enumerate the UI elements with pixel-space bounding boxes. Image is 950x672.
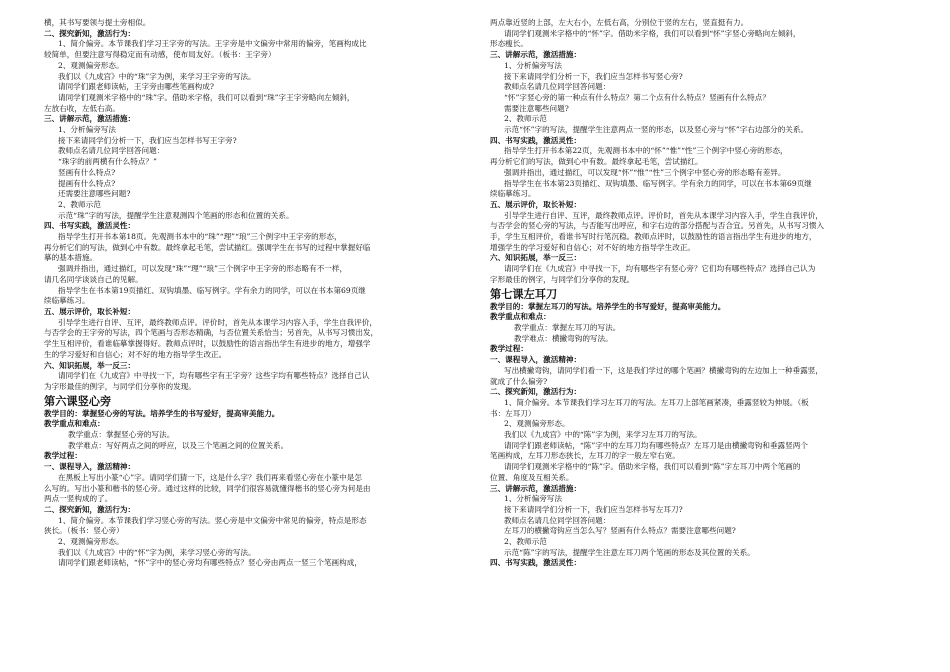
body-line: 手，学生互相评价，看谁书写时行笔沉稳。教师点评时，以鼓励性的语言指出学生有进步的地方， [490,232,817,242]
section-heading: 教学过程： [490,344,528,354]
body-line: 狭长。（板书：竖心旁） [44,526,124,536]
body-line: 还需要注意哪些问题? [58,189,131,199]
section-heading: 四、书写实践，激活灵性： [490,558,582,568]
body-line: 横，其书写要领与提土旁相似。 [44,18,151,27]
body-line: 1、分析偏旁写法 [58,125,116,135]
body-line: 2、教师示范 [504,537,547,547]
section-heading: 二、探究新知，激活行为： [490,387,582,397]
body-line: 请同学们观测米字格中的“珠”字。借助米字格，我们可以看到“珠”字王字旁略向左倾斜， [58,92,355,102]
body-line: 指导学生打开书本第18页。先观测书本中的“珠”“理”“琅”三个例字中王字旁的形态， [58,232,342,242]
body-line: 1、分析偏旁写法 [504,60,562,70]
section-heading: 五、展示评价，取长补短： [490,199,582,209]
body-line: 教学重点：掌握左耳刀的写法。 [514,322,621,332]
body-line: 引导学生进行自评、互评，最终教师点评。评价时，首先从本课学习内容入手，学生自我评价， [504,210,823,220]
lesson-title: 第七课左耳刀 [490,286,558,301]
body-line: 2、教师示范 [58,199,101,209]
section-heading: 教学重点和难点： [44,419,105,429]
body-line: 教师点名请几位同学回答问题： [504,82,611,92]
left-column [44,18,464,569]
body-line: 再分析它们的写法，做到心中有数。最终拿起毛笔，尝试描红。强调学生在书写的过程中掌握好临 [44,242,371,252]
body-line: 指导学生在书本第19页描红、双钩填墨、临写例字。学有余力的同学，可以在书本第69页继 [58,285,366,295]
body-line: 示范“陈”字的写法，提醒学生注意左耳刀两个笔画的形态及其位置的关系。 [504,547,755,557]
body-line: 与否学会的竖心旁的写法，与否能写出呼应，和字右边的部分搭配与否合宜。另首先，从书写习惯入 [490,221,825,231]
section-heading: 六、知识拓展，举一反三： [44,360,136,370]
body-line: 我们以《九成宫》中的“怀”字为例，来学习竖心旁的写法。 [58,547,256,557]
body-line: 续临摹练习。 [490,189,536,199]
body-line: 位置、角度及互相关系。 [490,472,574,482]
body-line: 示范“怀”字的写法，提醒学生注意两点一竖的形态，以及竖心旁与“怀”字右边部分的关系。 [504,125,809,135]
body-line: 续临摹练习。 [44,296,90,306]
body-line: 么写的。写出小篆和楷书的竖心旁。通过这样的比较，同学们很容易就懂得楷书的竖心旁为何是由 [44,483,371,493]
body-line: 我们以《九成宫》中的“陈”字为例，来学习左耳刀的写法。 [504,430,702,440]
body-line: 请同学们在《九成宫》中寻找一下，均有哪些字有竖心旁？它们均有哪些特点？选择自己认为 [504,264,816,274]
body-line: 需要注意哪些问题? [504,103,569,113]
body-line: 强调并指出，通过描红，可以发现“珠”“理”“琅”三个例字中王字旁的形态略有不一样， [58,264,348,274]
body-line: 再分析它们的写法，做到心中有数。最终拿起毛笔，尝试描红。 [490,157,703,167]
section-heading: 教学重点和难点： [490,312,551,322]
body-line: 我们以《九成宫》中的“珠”字为例，来学习王字旁的写法。 [58,71,256,81]
body-line: 1、简介偏旁。本节课我们学习王字旁的写法。王字旁是中文偏旁中常用的偏旁，笔画构成比 [58,39,367,49]
body-line: 竖画有什么特点? [58,167,116,177]
body-line: 教师点名请几位同学回答问题： [58,146,165,156]
section-heading: 教学目的：掌握竖心旁的写法。培养学生的书写爱好，提高审美能力。 [44,408,280,418]
body-line: 1、分析偏旁写法 [504,494,562,504]
body-line: 为字形最佳的例字，与同学们分享你的发现。 [44,381,196,391]
body-line: 增强学生的学习爱好和自信心；对不好的地方指导学生改正。 [490,242,696,252]
body-line: 2、观测偏旁形态。 [58,537,124,547]
body-line: 两点一竖构成的了。 [44,494,113,504]
body-line: 摹的基本措施。 [44,253,98,263]
section-heading: 三、讲解示范，激活措施： [44,114,136,124]
body-line: “怀”字竖心旁的第一种点有什么特点？第二个点有什么特点？竖画有什么特点？ [504,92,770,102]
section-heading: 一、课程导入，激活精神： [490,355,582,365]
body-line: 1、简介偏旁。本节课我们学习左耳刀的写法。左耳刀上部笔画紧凑，垂露竖较为伸展。（板 [504,397,809,407]
body-line: 学生互相评价，看谁临摹掌握得好。教师点评时，以鼓励性的语言指出学生有进步的地方，增强学 [44,339,371,349]
body-line: 在黑板上写出小篆“心”字。请同学们猜一下，这是什么字？我们再来看竖心旁在小篆中是怎 [58,472,362,482]
body-line: 左放右收，左低右高。 [44,103,120,113]
body-line: 形态瘦长。 [490,39,528,49]
body-line: 教学重点：掌握竖心旁的写法。 [68,430,175,440]
body-line: 引导学生进行自评、互评，最终教师点评。评价时，首先从本课学习内容入手，学生自我评价， [58,317,377,327]
body-line: 生的学习爱好和自信心；对不好的地方指导学生改正。 [44,349,227,359]
body-line: 提画有什么特点? [58,178,116,188]
body-line: 请同学们跟老师读帖，“陈”字中的左耳刀均有哪些特点？左耳刀是由横撇弯钩和垂露竖两个 [504,440,808,450]
body-line: 示范“珠”字的写法，提醒学生注意观测四个笔画的形态和位置的关系。 [58,210,294,220]
body-line: 教学难点：横撇弯钩的写法。 [514,333,613,343]
body-line: 教师点名请几位同学回答问题： [504,515,611,525]
body-line: 请同学们观测米字格中的“怀”字。借助米字格，我们可以看到“怀”字竖心旁略向左倾斜， [504,28,801,38]
section-heading: 四、书写实践，激活灵性： [44,221,136,231]
section-heading: 五、展示评价，取长补短： [44,306,136,316]
body-line: 较简单，但要注意写得稳定而有动感，使布局友好。（板书：王字旁） [44,50,276,60]
section-heading: 六、知识拓展，举一反三： [490,253,582,263]
lesson-title: 第六课竖心旁 [44,393,112,408]
section-heading: 三、讲解示范，激活措施： [490,483,582,493]
body-line: 请同学们跟老师读帖，王字旁由哪些笔画构成? [58,82,214,92]
body-line: 笔画构成，左耳刀形态狭长，左耳刀的字一般左窄右宽。 [490,451,680,461]
section-heading: 二、探究新知，激活行为： [44,28,136,38]
body-line: “珠字的前两横有什么特点？” [58,157,157,167]
body-line: 与否学会的王字旁的写法，四个笔画与否形态精确，与否位置关系恰当；另首先，从书写习惯出发， [44,328,379,338]
body-line: 2、观测偏旁形态。 [58,60,124,70]
section-heading: 四、书写实践，激活灵性： [490,135,582,145]
section-heading: 三、讲解示范，激活措施： [490,50,582,60]
body-line: 就成了什么偏旁? [490,376,548,386]
body-line: 接下来请同学们分析一下，我们应当怎样书写王字旁? [58,135,237,145]
body-line: 教学难点：写好两点之间的呼应，以及三个笔画之间的位置关系。 [68,440,289,450]
body-line: 2、观测偏旁形态。 [504,419,570,429]
body-line: 字形最佳的例字，与同学们分享你的发现。 [490,274,635,284]
body-line: 请同学们跟老师读帖，“怀”字中的竖心旁均有哪些特点？竖心旁由两点一竖三个笔画构成， [58,558,362,568]
section-heading: 二、探究新知，激活行为： [44,504,136,514]
body-line: 左耳刀的横撇弯钩应当怎么写？竖画有什么特点？需要注意哪些问题? [504,526,736,536]
body-line: 两点靠近竖的上部，左大右小，左低右高，分别位于竖的左右，竖直挺有力。 [490,18,749,27]
right-column [490,18,914,569]
body-line: 强调并指出，通过描红，可以发现“怀”“惟”“性”三个例字中竖心旁的形态略有差异。 [504,167,786,177]
body-line: 接下来请同学们分析一下，我们应当怎样书写左耳刀? [504,504,683,514]
body-line: 指导学生在书本第23页描红、双钩填墨、临写例字。学有余力的同学，可以在书本第69页继 [504,178,812,188]
body-line: 书：左耳刀） [490,408,536,418]
section-heading: 教学过程： [44,451,82,461]
body-line: 请同学们在《九成宫》中寻找一下，均有哪些字有王字旁？这些字均有哪些特点？选择自己认 [58,371,370,381]
body-line: 指导学生打开书本第22页，先观测书本中的“怀”“惟”“性”三个例字中竖心旁的形态， [504,146,788,156]
body-line: 请几名同学谈谈自己的见解。 [44,274,143,284]
body-line: 请同学们观测米字格中的“陈”字。借助米字格，我们可以看到“陈”字左耳刀中两个笔画的 [504,462,801,472]
body-line: 接下来请同学们分析一下，我们应当怎样书写竖心旁? [504,71,683,81]
section-heading: 教学目的：掌握左耳刀的写法。培养学生的书写爱好，提高审美能力。 [490,301,726,311]
body-line: 2、教师示范 [504,114,547,124]
body-line: 写出横撇弯钩，请同学们看一下，这是我们学过的哪个笔画？横撇弯钩的左边加上一种垂露竖， [504,365,823,375]
body-line: 1、简介偏旁。本节课我们学习竖心旁的写法。竖心旁是中文偏旁中常见的偏旁，特点是形态 [58,515,367,525]
section-heading: 一、课程导入，激活精神： [44,462,136,472]
